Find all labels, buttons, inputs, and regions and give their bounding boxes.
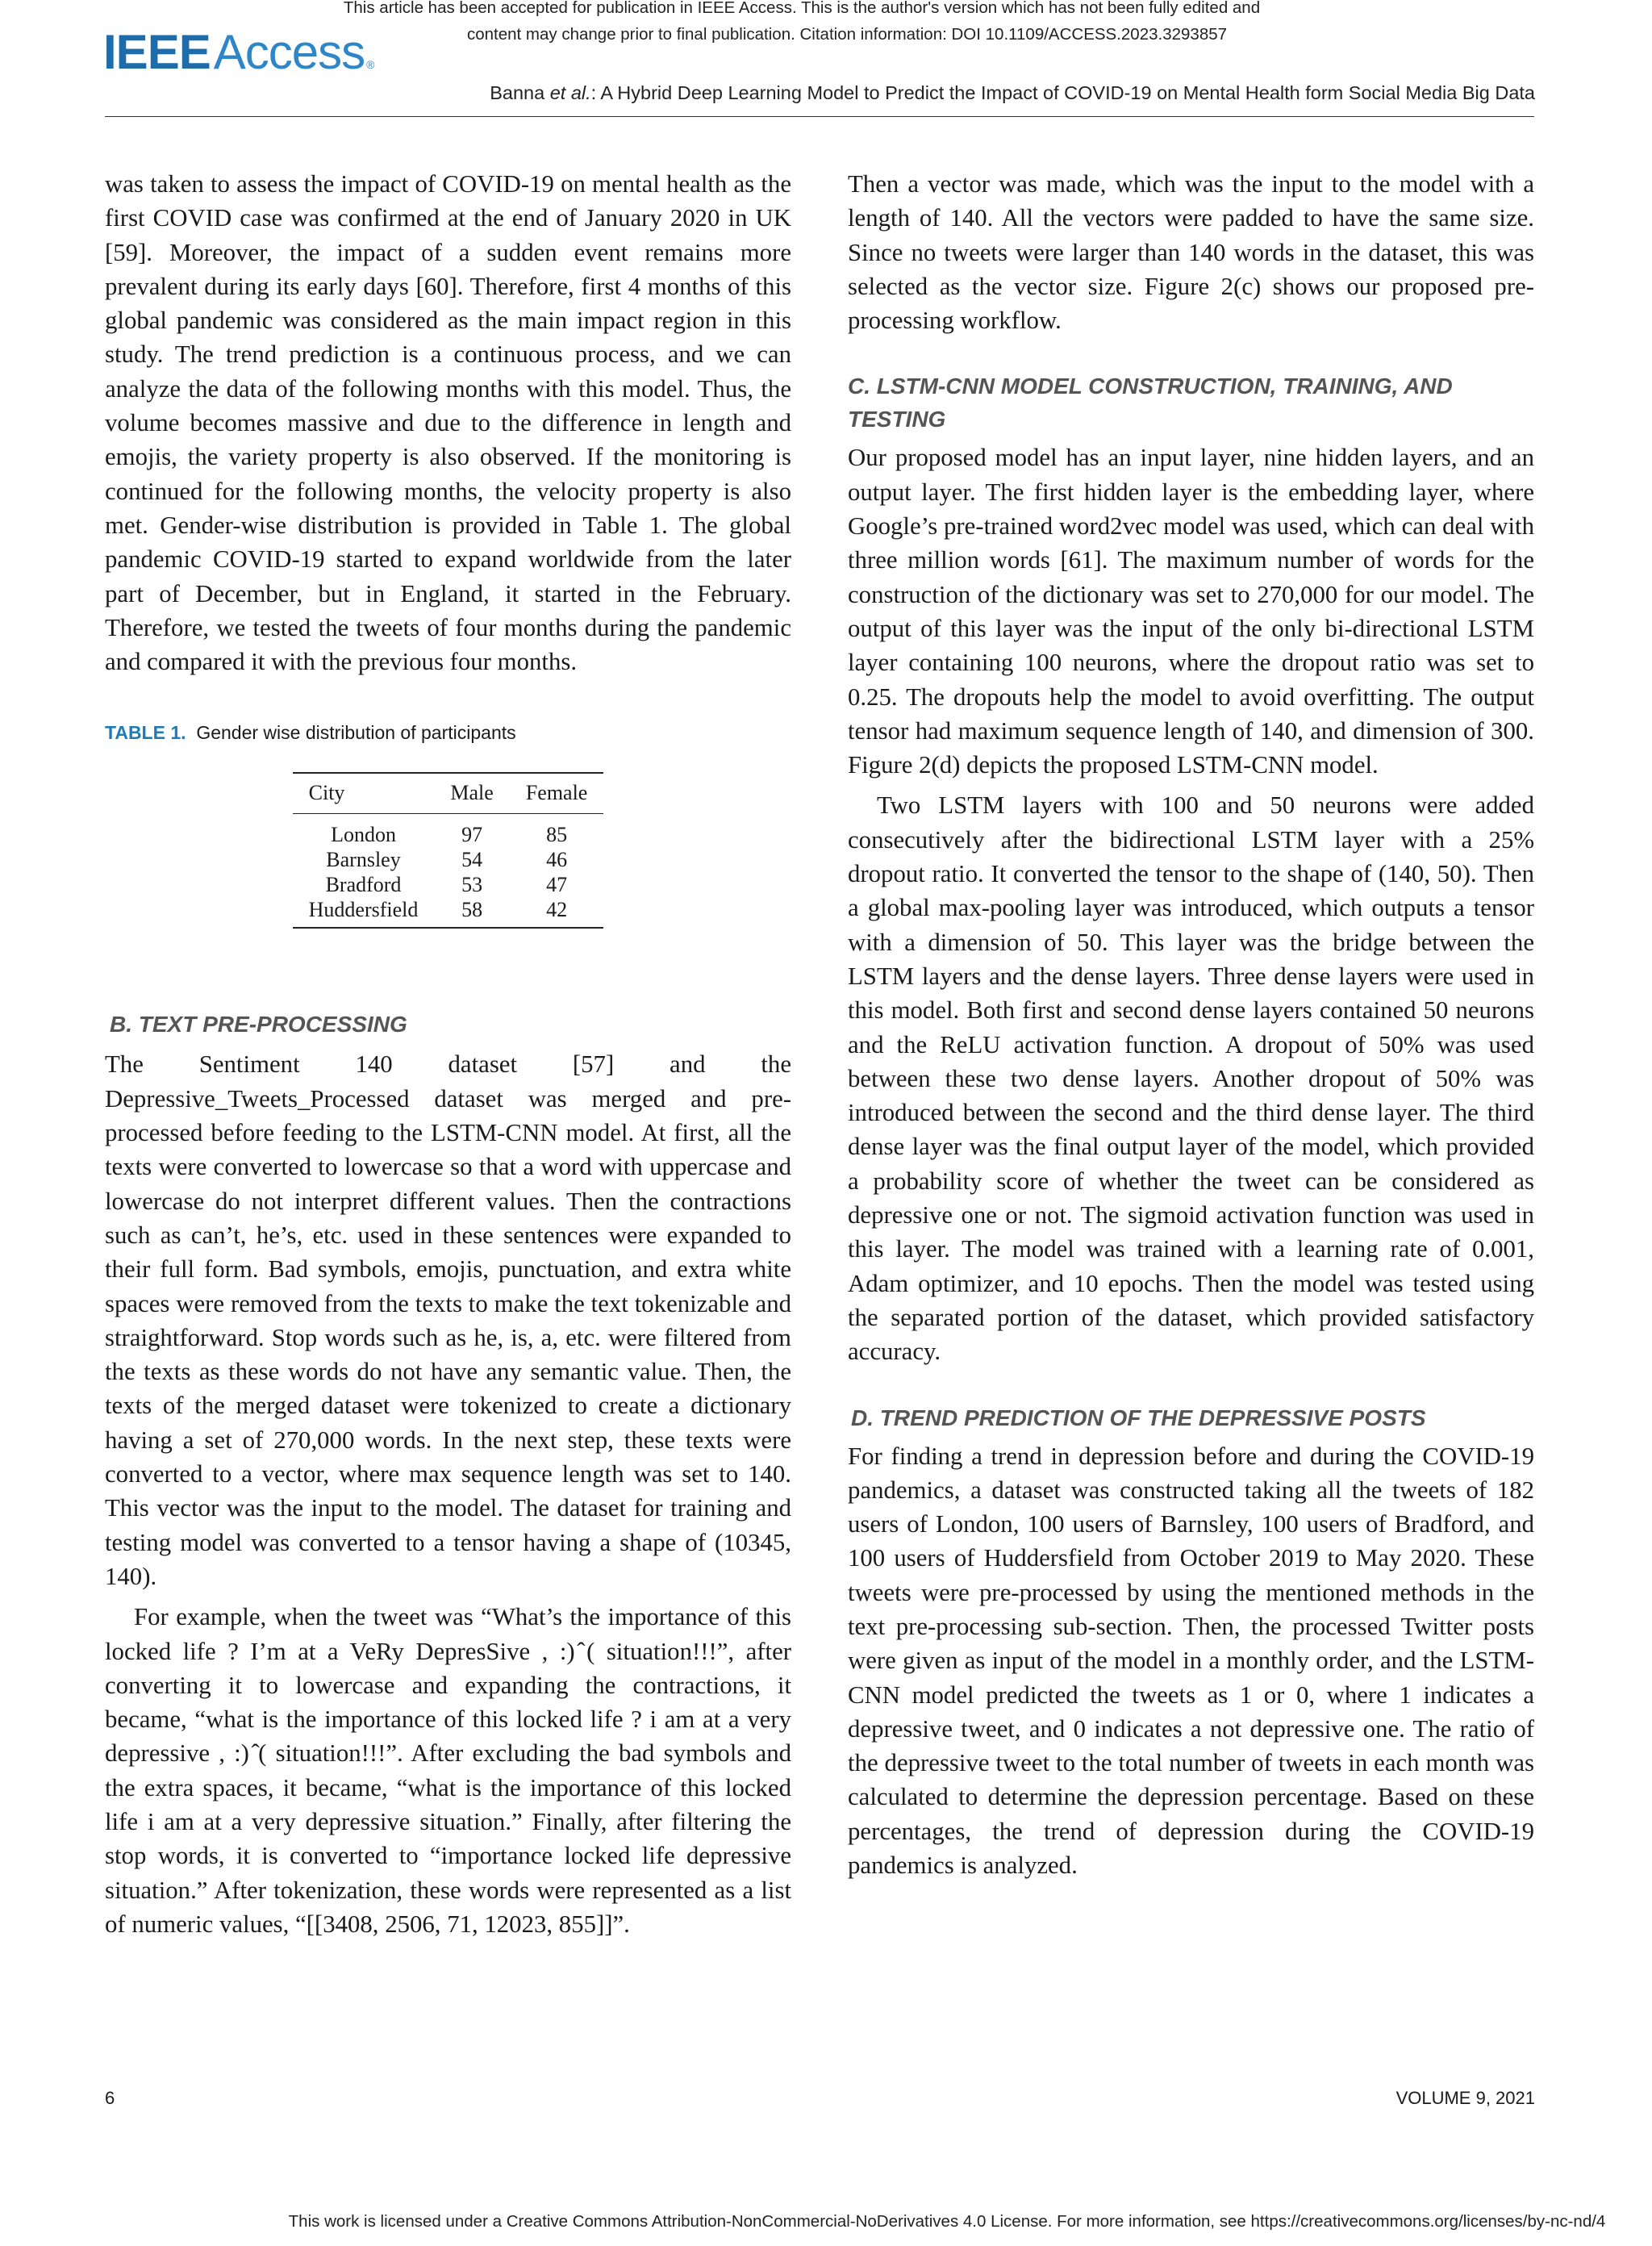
table-header-row <box>293 773 604 814</box>
section-c-heading: C. LSTM-CNN MODEL CONSTRUCTION, TRAINING, AND TESTING <box>848 374 1453 432</box>
table-cell-city: Huddersfield <box>293 897 435 928</box>
table-cell-female: 42 <box>510 897 604 928</box>
table-cell-city: London <box>331 823 396 847</box>
section-b-heading: B. TEXT PRE-PROCESSING <box>110 1012 407 1037</box>
right-paragraph-3: Two LSTM layers with 100 and 50 neurons were added consecutively after the bidirectional LSTM layer with a 25% dropout ratio. It converted the tensor to the shape of (140, 50). Then a global max-pooling layer was introduced, which outputs a tensor with a dimension of 50. This layer was the bridge between the LSTM layers and the dense layers. Three dense layers were used in this model. Both first and second dense layers contained 50 neurons and the ReLU activation function. A dropout of 50% was used between these two dense layers. Another dropout of 50% was introduced between the second and the third dense layer. The third dense layer was the final output layer of the model, which provided a probability score of whether the tweet can be considered as depressive one or not. The sigmoid activation function was used in this layer. The model was trained with a learning rate of 0.001, Adam optimizer, and 10 epochs. Then the model was tested using the separated portion of the dataset, which provided satisfactory accuracy. <box>848 791 1534 1366</box>
publication-notice-line-2: content may change prior to final publication. Citation information: DOI 10.1109/ACCESS.2023.3293857 <box>466 25 1228 44</box>
table-row <box>293 897 604 928</box>
running-head <box>490 82 1535 104</box>
left-column <box>105 167 791 1941</box>
left-paragraph-1: was taken to assess the impact of COVID-19 on mental health as the first COVID case was confirmed at the end of January 2020 in UK [59]. Moreover, the impact of a sudden event remains more prevalent during its early days [60]. Therefore, first 4 months of this global pandemic was considered as the main impact region in this study. The trend prediction is a continuous process, and we can analyze the data of the following months with this model. Thus, the volume becomes massive and due to the difference in length and emojis, the variety property is also observed. If the monitoring is continued for the following months, the velocity property is also met. Gender-wise distribution is provided in Table 1. The global pandemic COVID-19 started to expand worldwide from the later part of December, but in England, it started in the February. Therefore, we tested the tweets of four months during the pandemic and compared it with the previous four months. <box>105 170 791 676</box>
table-cell-female: 47 <box>546 873 568 897</box>
logo-access-text: Access <box>213 25 365 79</box>
right-column <box>848 167 1534 1882</box>
header-rule <box>105 116 1534 117</box>
left-paragraph-3: For example, when the tweet was “What’s the importance of this locked life ? I’m at a VeRy DepresSive , :) ̂( situation!!!”, after converting it to lowercase and expanding the contractions, it became, “what is the importance of this locked life ? i am at a very depressive , :) ̂( situation!!!”. After excluding the bad symbols and the extra spaces, it became, “what is the importance of this locked life i am at a very depressive situation.” Finally, after filtering the stop words, it is converted to “importance locked life depressive situation.” After tokenization, these words were represented as a list of numeric values, “[[3408, 2506, 71, 12023, 855]]”. <box>105 1603 791 1938</box>
license-text: This work is licensed under a Creative Commons Attribution-NonCommercial-NoDerivatives 4.0 License. For more information, see https://creativecommons.org/licenses/by-nc-nd/4 <box>288 2212 1606 2231</box>
page-number: 6 <box>105 2088 115 2108</box>
table-header-male: Male <box>434 773 509 814</box>
license-notice <box>0 2212 1652 2231</box>
publication-notice-line-1: This article has been accepted for publication in IEEE Access. This is the author's version which has not been fully edited and <box>343 0 1261 17</box>
running-head-authors: Banna <box>490 82 550 103</box>
right-paragraph-4: For finding a trend in depression before and during the COVID-19 pandemics, a dataset was constructed taking all the tweets of 182 users of London, 100 users of Barnsley, 100 users of Bradford, and 100 users of Huddersfield from October 2019 to May 2020. These tweets were pre-processed by using the mentioned methods in the text pre-processing sub-section. Then, the processed Twitter posts were given as input of the model in a monthly order, and the LSTM-CNN model predicted the tweets as 1 or 0, where 1 indicates a depressive tweet, and 0 indicates a not depressive one. The ratio of the depressive tweet to the total number of tweets in each month was calculated to determine the depression percentage. Based on these percentages, the trend of depression during the COVID-19 pandemics is analyzed. <box>848 1442 1534 1880</box>
right-paragraph-1: Then a vector was made, which was the input to the model with a length of 140. All the vectors were padded to have the same size. Since no tweets were larger than 140 words in the dataset, this was selected as the vector size. Figure 2(c) shows our proposed pre-processing workflow. <box>848 170 1534 335</box>
table-row <box>293 872 604 897</box>
right-paragraph-2: Our proposed model has an input layer, nine hidden layers, and an output layer. The first hidden layer is the embedding layer, where Google’s pre-trained word2vec model was used, which can deal with three million words [61]. The maximum number of words for the construction of the dictionary was set to 270,000 for our model. The output of this layer was the input of the only bi-directional LSTM layer containing 100 neurons, where the dropout ratio was set to 0.25. The dropouts help the model to avoid overfitting. The output tensor had maximum sequence length of 140, and dimension of 300. Figure 2(d) depicts the proposed LSTM-CNN model. <box>848 444 1534 779</box>
section-d-heading: D. TREND PREDICTION OF THE DEPRESSIVE POSTS <box>851 1405 1426 1430</box>
table-cell-male: 53 <box>461 873 483 897</box>
ieee-access-logo <box>103 24 374 89</box>
logo-ieee-text: IEEE <box>103 25 211 79</box>
table-1-caption <box>105 720 791 745</box>
table-row <box>293 847 604 872</box>
table-cell-female: 46 <box>546 848 568 872</box>
table-row <box>293 814 604 848</box>
table-cell-female: 85 <box>546 823 568 847</box>
table-header-city: City <box>293 773 435 814</box>
table-cell-male: 54 <box>461 848 483 872</box>
table-header-female: Female <box>510 773 604 814</box>
table-cell-city: Bradford <box>325 873 402 897</box>
table-cell-male: 58 <box>434 897 509 928</box>
table-1-label: TABLE 1. <box>105 722 186 744</box>
volume-label: VOLUME 9, 2021 <box>1395 2088 1535 2108</box>
table-cell-city: Barnsley <box>326 848 401 872</box>
logo-trademark: ® <box>366 58 375 71</box>
table-cell-male: 97 <box>461 823 483 847</box>
running-head-title: : A Hybrid Deep Learning Model to Predict the Impact of COVID-19 on Mental Health form Social Media Big Data <box>590 82 1535 103</box>
left-paragraph-2: The Sentiment 140 dataset [57] and the Depressive_Tweets_Processed dataset was merged and pre-processed before feeding to the LSTM-CNN model. At first, all the texts were converted to lowercase so that a word with uppercase and lowercase do not interpret different values. Then the contractions such as can’t, he’s, etc. used in these sentences were expanded to their full form. Bad symbols, emojis, punctuation, and extra white spaces were removed from the texts to make the text tokenizable and straightforward. Stop words such as he, is, a, etc. were filtered from the texts as these words do not have any semantic value. Then, the texts of the merged dataset were tokenized to create a dictionary having a set of 270,000 words. In the next step, these texts were converted to a vector, where max sequence length was set to 140. This vector was the input to the model. The dataset for training and testing model was converted to a tensor having a shape of (10345, 140). <box>105 1050 791 1590</box>
running-head-etal: et al. <box>549 82 591 103</box>
gender-distribution-table <box>293 772 604 929</box>
table-1-caption-text: Gender wise distribution of participants <box>196 722 516 744</box>
